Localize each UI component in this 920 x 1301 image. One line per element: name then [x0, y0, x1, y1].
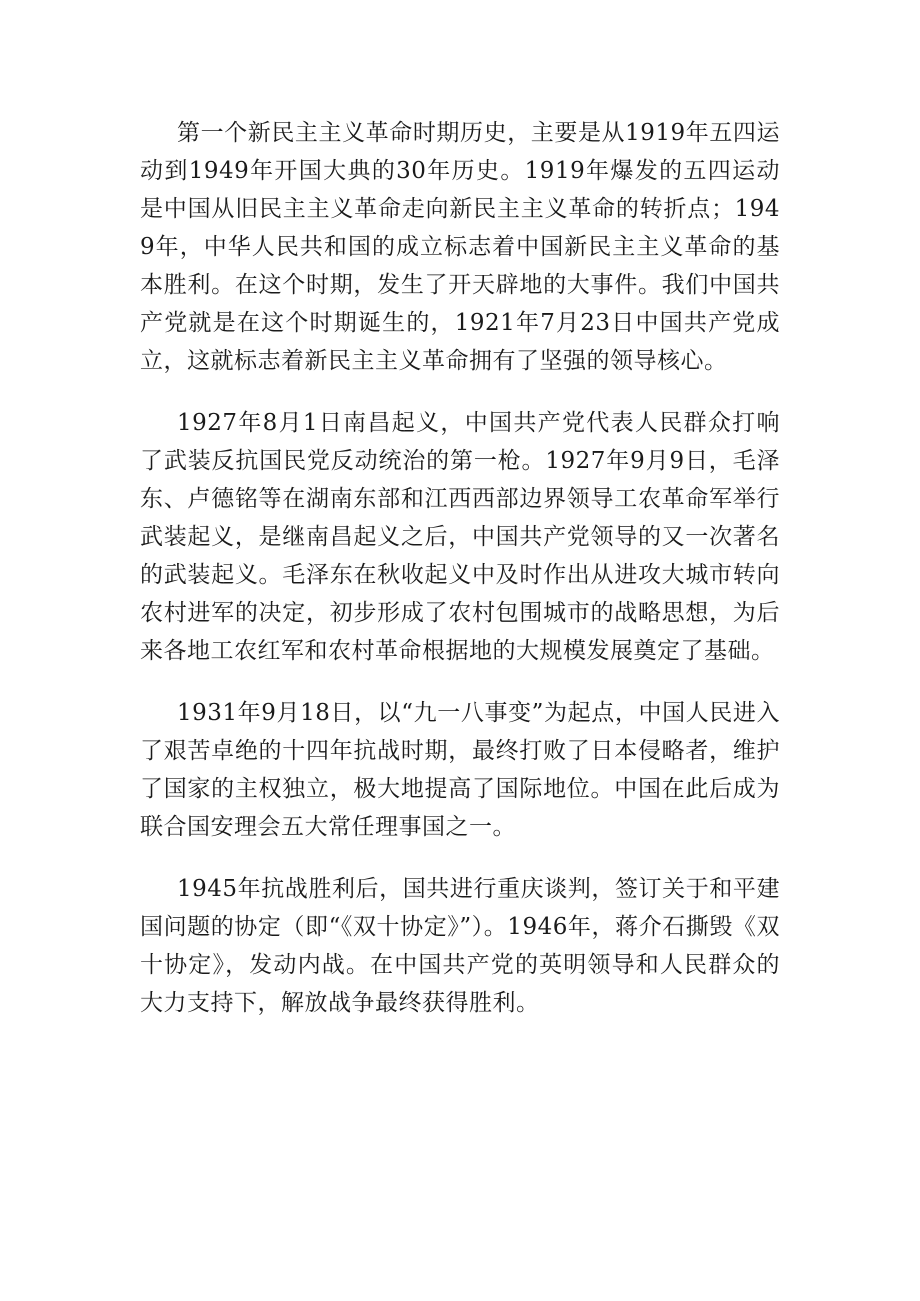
paragraph-anti-japanese-war: 1931年9月18日，以“九一八事变”为起点，中国人民进入了艰苦卓绝的十四年抗战时期，最终打败了日本侵略者，维护了国家的主权独立，极大地提高了国际地位。中国在此后成为联合国安理会五大常任理事国之一。 — [140, 700, 780, 840]
paragraph-may-fourth: 第一个新民主主义革命时期历史，主要是从1919年五四运动到1949年开国大典的30年历史。1919年爆发的五四运动是中国从旧民主主义革命走向新民主主义革命的转折点；1949年，中华人民共和国的成立标志着中国新民主主义革命的基本胜利。在这个时期，发生了开天辟地的大事件。我们中国共产党就是在这个时期诞生的，1921年7月23日中国共产党成立，这就标志着新民主主义革命拥有了坚强的领导核心。 — [140, 120, 780, 374]
document-body — [140, 114, 780, 1046]
paragraph-liberation-war: 1945年抗战胜利后，国共进行重庆谈判，签订关于和平建国问题的协定（即“《双十协定》”）。1946年，蒋介石撕毁《双十协定》，发动内战。在中国共产党的英明领导和人民群众的大力支持下，解放战争最终获得胜利。 — [140, 876, 780, 1016]
paragraph-nanchang-uprising: 1927年8月1日南昌起义，中国共产党代表人民群众打响了武装反抗国民党反动统治的第一枪。1927年9月9日，毛泽东、卢德铭等在湖南东部和江西西部边界领导工农革命军举行武装起义，是继南昌起义之后，中国共产党领导的又一次著名的武装起义。毛泽东在秋收起义中及时作出从进攻大城市转向农村进军的决定，初步形成了农村包围城市的战略思想，为后来各地工农红军和农村革命根据地的大规模发展奠定了基础。 — [140, 410, 780, 664]
